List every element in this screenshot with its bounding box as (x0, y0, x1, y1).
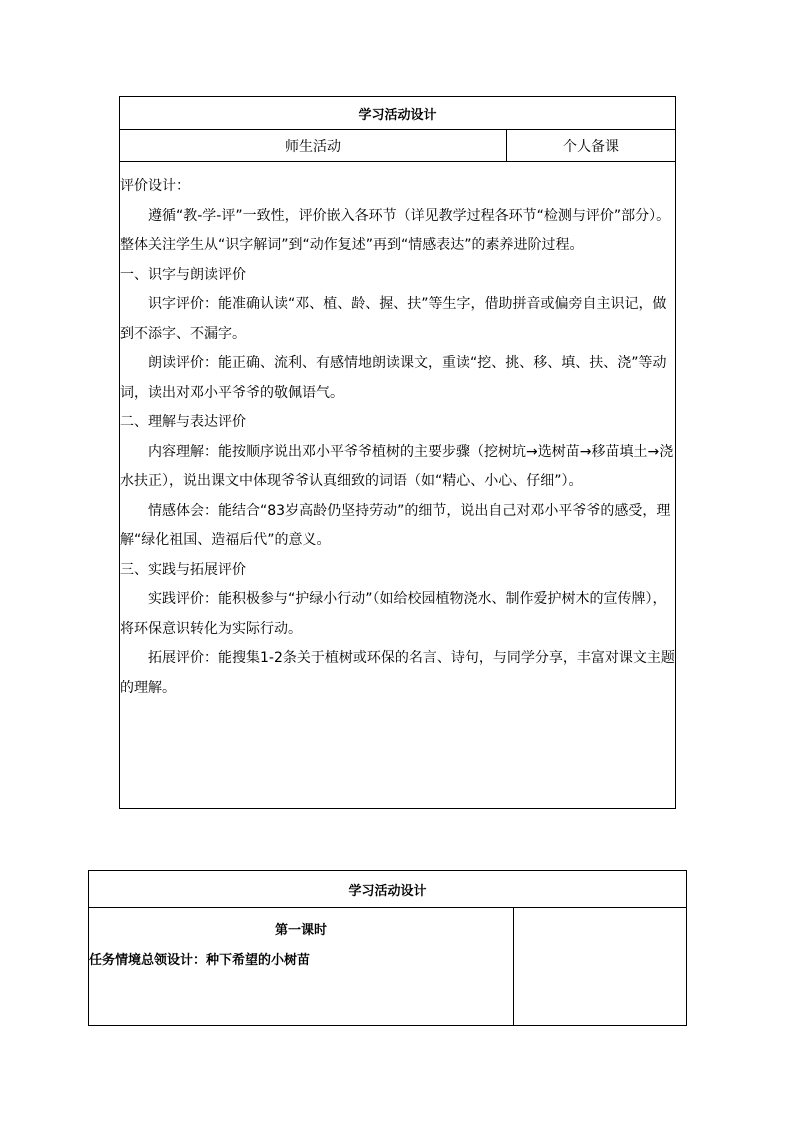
paragraph-list (120, 172, 675, 703)
section-heading: 二、理解与表达评价 (120, 414, 246, 430)
body-paragraph: 内容理解：能按顺序说出邓小平爷爷植树的主要步骤（挖树坑→选树苗→移苗填土→浇水扶正），说出课文中体现爷爷认真细致的词语（如“精心、小心、仔细”）。 (120, 443, 674, 489)
section-heading: 三、实践与拓展评价 (120, 561, 246, 578)
evaluation-design-content (120, 162, 676, 809)
body-paragraph: 遵循“教-学-评”一致性，评价嵌入各环节（详见教学过程各环节“检测与评价”部分）。整体关注学生从“识字解词”到“动作复述”再到“情感表达”的素养进阶过程。 (120, 207, 671, 253)
lesson-heading: 第一课时 (274, 923, 327, 938)
body-paragraph: 拓展评价：能搜集1-2条关于植树或环保的名言、诗句，与同学分享，丰富对课文主题的理解。 (120, 650, 675, 696)
body-paragraph: 实践评价：能积极参与“护绿小行动”（如给校园植物浇水、制作爱护树木的宣传牌），将环保意识转化为实际行动。 (120, 591, 667, 637)
learning-activity-table-2 (88, 870, 687, 1026)
lesson-content-cell (89, 908, 514, 1026)
column-header-teacher-student-activity: 师生活动 (120, 130, 507, 162)
body-paragraph: 朗读评价：能正确、流利、有感情地朗读课文，重读“挖、挑、移、填、扶、浇”等动词，读出对邓小平爷爷的敬佩语气。 (120, 355, 667, 401)
table-title: 学习活动设计 (120, 97, 676, 130)
table-title: 学习活动设计 (89, 871, 687, 908)
body-paragraph: 识字评价：能准确认读“邓、植、龄、握、扶”等生字，借助拼音或偏旁自主识记，做到不添字、不漏字。 (120, 296, 667, 342)
task-situation-heading: 任务情境总领设计：种下希望的小树苗 (89, 953, 311, 968)
learning-activity-table-1 (119, 96, 676, 809)
column-header-personal-preparation: 个人备课 (507, 130, 676, 162)
section-heading: 评价设计： (120, 178, 190, 194)
personal-preparation-cell (514, 908, 687, 1026)
section-heading: 一、识字与朗读评价 (120, 266, 246, 283)
body-paragraph: 情感体会：能结合“83岁高龄仍坚持劳动”的细节，说出自己对邓小平爷爷的感受，理解“绿化祖国、造福后代”的意义。 (120, 502, 671, 548)
